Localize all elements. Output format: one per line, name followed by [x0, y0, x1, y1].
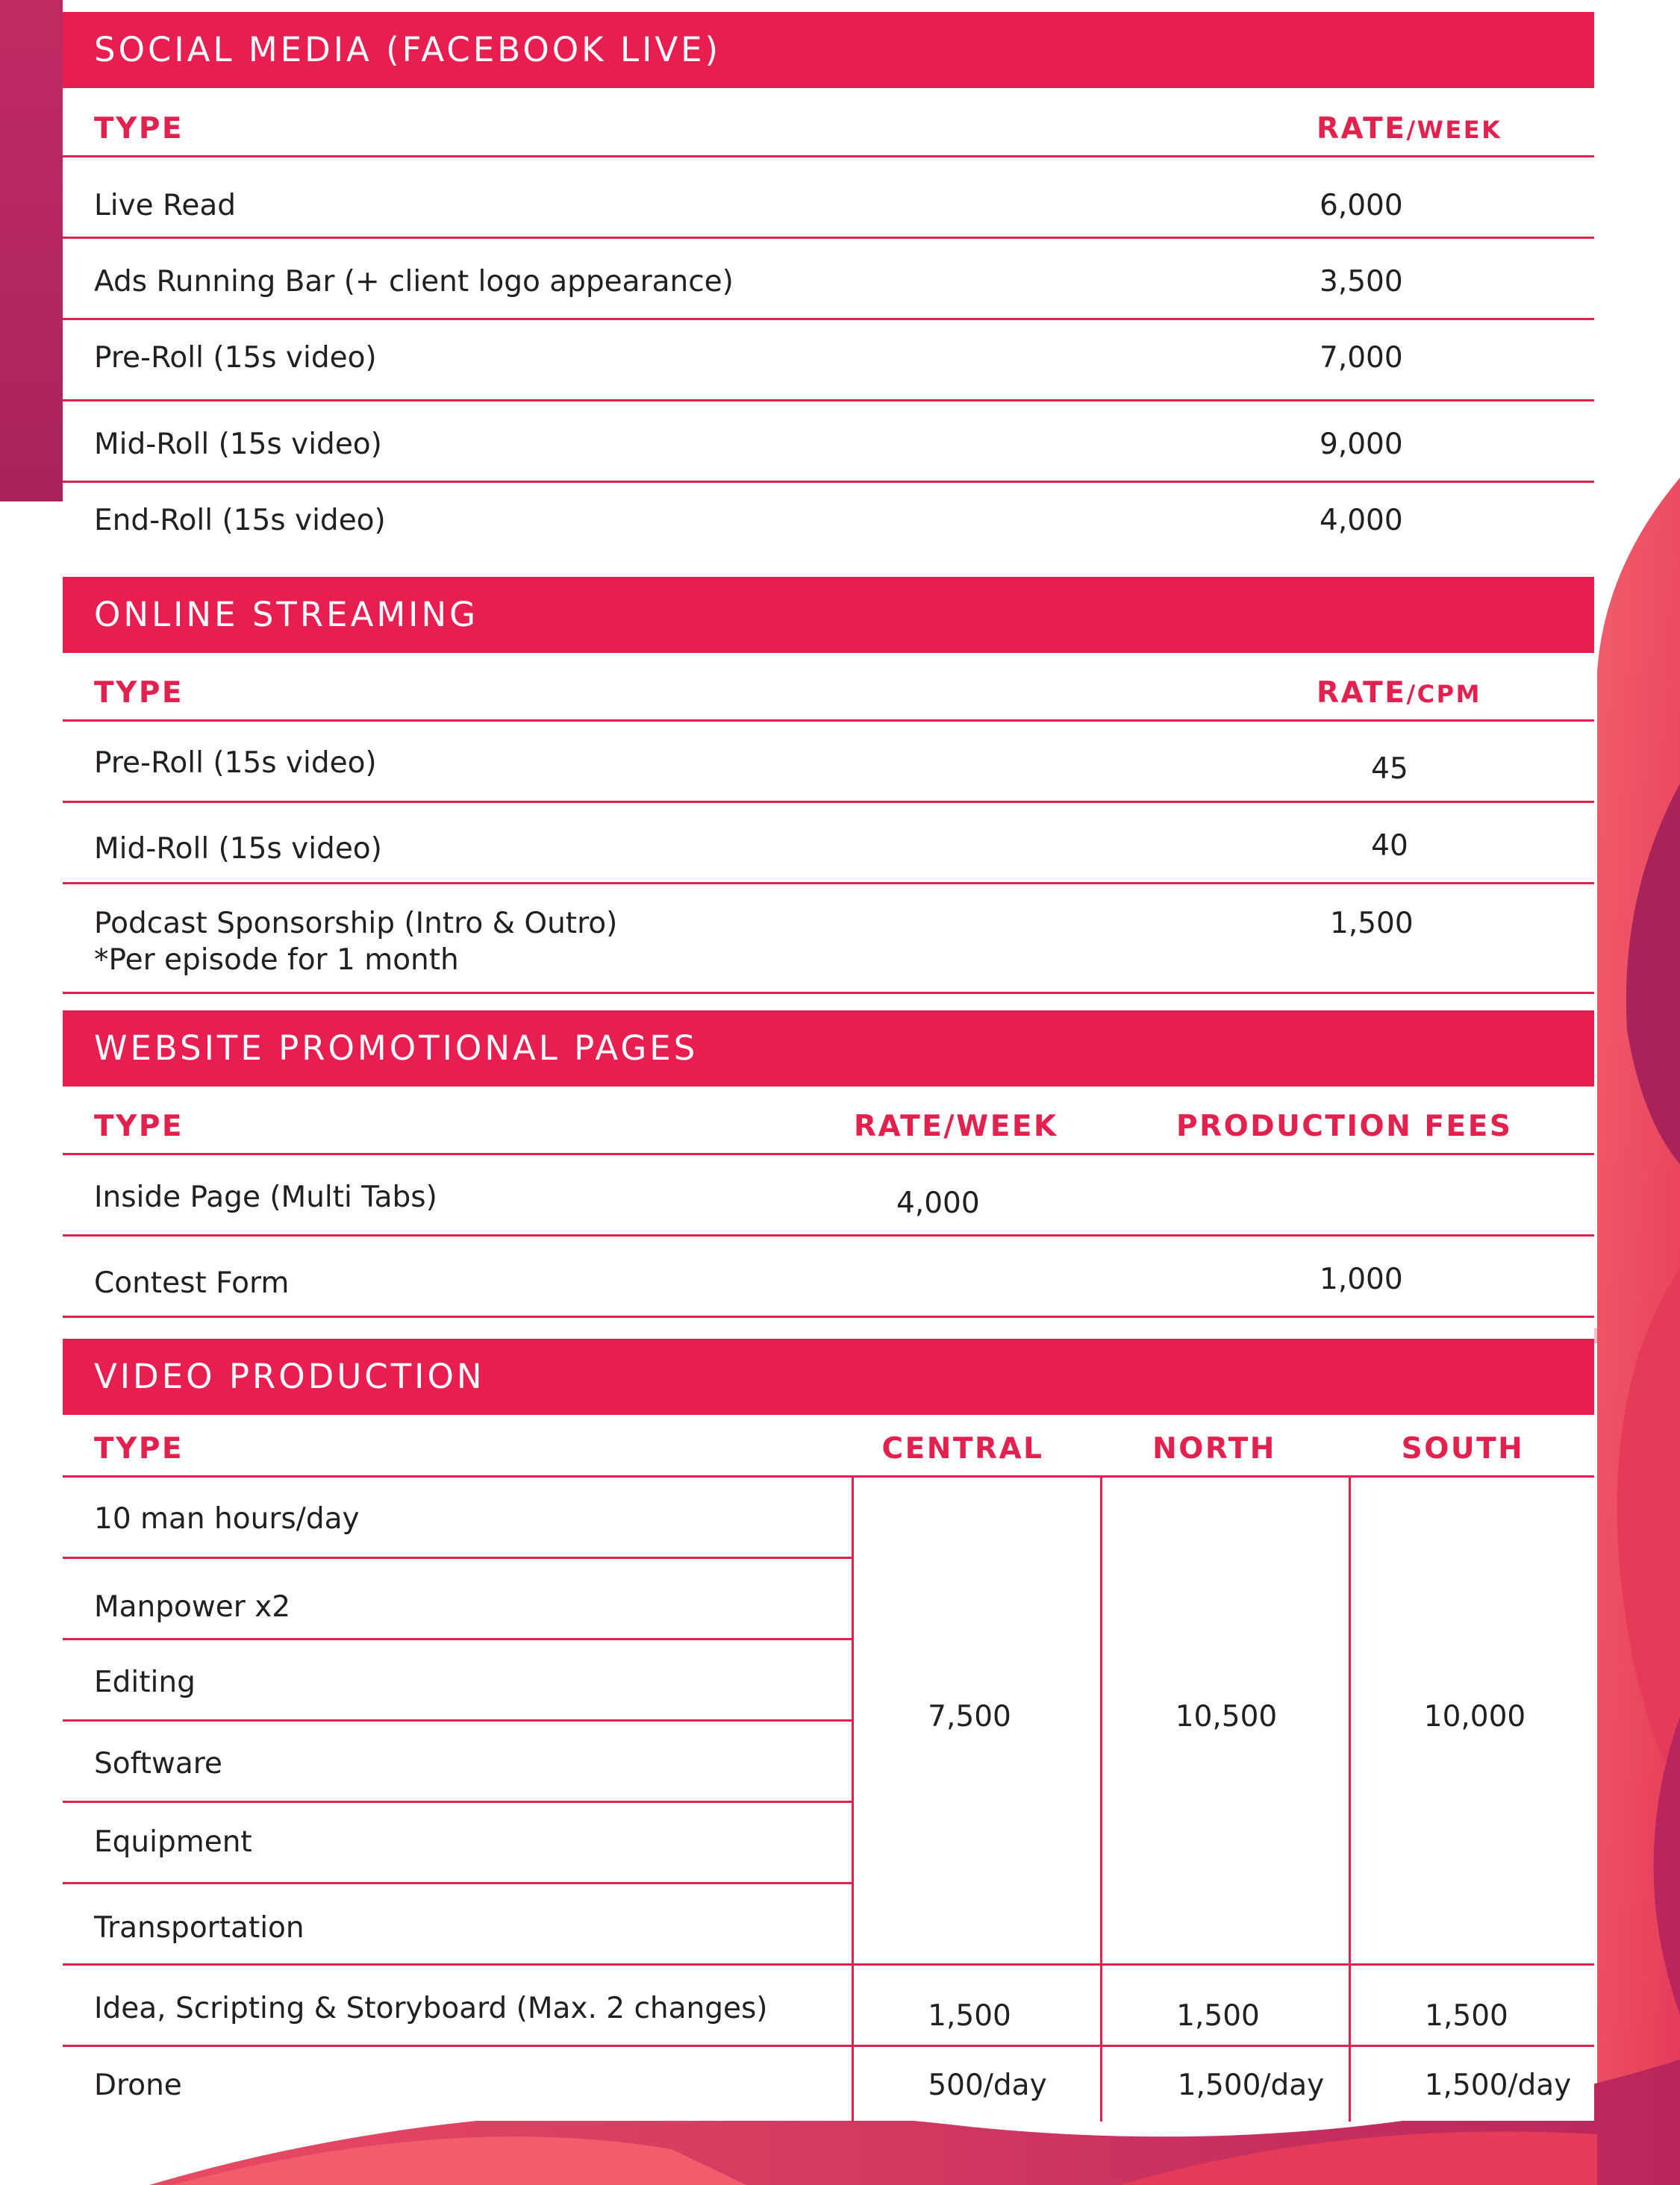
column-header-rate: RATE/CPM [1317, 676, 1481, 710]
divider [63, 318, 1594, 320]
package-rate-north: 10,500 [1175, 1700, 1278, 1734]
divider [63, 399, 1594, 401]
column-divider [1349, 1475, 1351, 2122]
column-header-type: TYPE [94, 112, 184, 146]
table-row-type: End-Roll (15s video) [94, 504, 386, 537]
table-row-rate: 1,500 [1330, 907, 1414, 940]
table-row-rate: 40 [1371, 829, 1408, 863]
package-item: Software [94, 1747, 222, 1781]
table-row-rate: 45 [1371, 752, 1408, 786]
package-item: Editing [94, 1666, 196, 1699]
divider [63, 1719, 852, 1722]
table-row-rate: 4,000 [896, 1187, 980, 1220]
divider [63, 992, 1594, 994]
package-item: Manpower x2 [94, 1590, 291, 1624]
table-row-type: Inside Page (Multi Tabs) [94, 1181, 437, 1214]
divider [63, 1316, 1594, 1318]
package-item: 10 man hours/day [94, 1502, 360, 1536]
table-row-rate: 4,000 [1320, 504, 1403, 537]
column-header-rate: RATE/WEEK [1317, 112, 1502, 146]
table-row-type: Contest Form [94, 1266, 290, 1300]
table-row-south: 1,500/day [1424, 2069, 1572, 2102]
table-row-type: Podcast Sponsorship (Intro & Outro) [94, 907, 618, 940]
table-row-type: Ads Running Bar (+ client logo appearance) [94, 265, 734, 298]
table-row-type: Pre-Roll (15s video) [94, 341, 377, 375]
section-header-website-promotional-pages: WEBSITE PROMOTIONAL PAGES [63, 1010, 1594, 1087]
column-header-central: CENTRAL [881, 1432, 1044, 1466]
table-row-rate: 9,000 [1320, 428, 1403, 461]
divider [63, 1234, 1594, 1237]
column-header-south: SOUTH [1401, 1432, 1525, 1466]
divider [63, 155, 1594, 157]
divider [63, 1557, 852, 1559]
column-header-rate-week: RATE/WEEK [854, 1110, 1058, 1143]
table-row-north: 1,500/day [1177, 2069, 1325, 2102]
divider [63, 481, 1594, 483]
divider [63, 1638, 852, 1640]
column-header-production-fees: PRODUCTION FEES [1176, 1110, 1513, 1143]
table-row-south: 1,500 [1425, 1999, 1508, 2033]
table-row-type: Mid-Roll (15s video) [94, 832, 382, 866]
table-row-type: Mid-Roll (15s video) [94, 428, 382, 461]
table-row-type: Live Read [94, 189, 237, 222]
divider [63, 1963, 1594, 1966]
table-row-north: 1,500 [1176, 1999, 1260, 2033]
table-row-fees: 1,000 [1320, 1263, 1403, 1296]
column-header-type: TYPE [94, 1432, 184, 1466]
column-header-type: TYPE [94, 676, 184, 710]
package-rate-central: 7,500 [928, 1700, 1011, 1734]
divider [63, 801, 1594, 803]
table-row-central: 500/day [928, 2069, 1047, 2102]
table-row-type: Drone [94, 2069, 182, 2102]
section-header-video-production: VIDEO PRODUCTION [63, 1339, 1594, 1415]
section-header-social-media: SOCIAL MEDIA (FACEBOOK LIVE) [63, 12, 1594, 88]
divider [63, 2045, 1594, 2047]
table-row-note: *Per episode for 1 month [94, 943, 459, 977]
divider [63, 237, 1594, 239]
table-row-type: Idea, Scripting & Storyboard (Max. 2 changes) [94, 1992, 768, 2025]
divider [63, 1153, 1594, 1155]
package-rate-south: 10,000 [1423, 1700, 1526, 1734]
divider [63, 1882, 852, 1884]
table-row-rate: 7,000 [1320, 341, 1403, 375]
section-header-online-streaming: ONLINE STREAMING [63, 577, 1594, 653]
table-row-rate: 6,000 [1320, 189, 1403, 222]
divider [63, 1475, 1594, 1478]
column-header-north: NORTH [1152, 1432, 1276, 1466]
table-row-rate: 3,500 [1320, 265, 1403, 298]
table-row-central: 1,500 [928, 1999, 1011, 2033]
divider [63, 882, 1594, 884]
table-row-type: Pre-Roll (15s video) [94, 746, 377, 780]
column-divider [1100, 1475, 1102, 2122]
column-divider [852, 1475, 854, 2122]
package-item: Equipment [94, 1825, 252, 1859]
divider [63, 1801, 852, 1803]
package-item: Transportation [94, 1911, 305, 1945]
column-header-type: TYPE [94, 1110, 184, 1143]
divider [63, 719, 1594, 722]
